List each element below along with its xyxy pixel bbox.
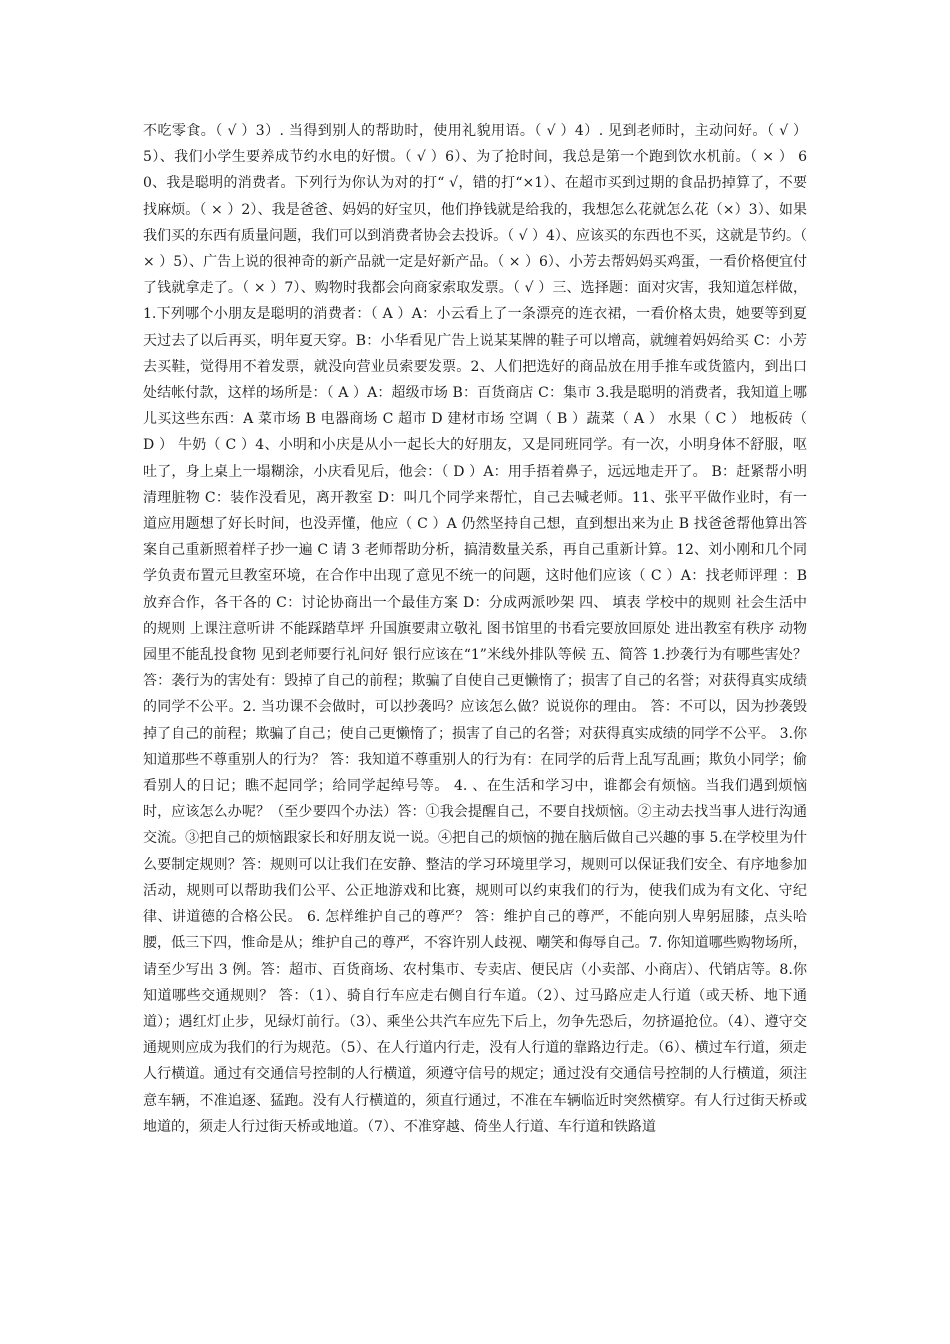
document-page [143,118,807,1140]
document-body-text: 不吃零食。（ √ ）3）. 当得到别人的帮助时，使用礼貌用语。（ √ ）4）. 见到老师时，主动问好。（ √ ）5）、我们小学生要养成节约水电的好惯。（ √ ）6）、为了抢时间，我总是第一个跑到饮水机前。（ × ） 60、我是聪明的消费者。下列行为你认为对的打“ √，错的打“×1）、在超市买到过期的食品扔掉算了，不要找麻烦。（ × ）2）、我是爸爸、妈妈的好宝贝，他们挣钱就是给我的，我想怎么花就怎么花（×）3）、如果我们买的东西有质量问题，我们可以到消费者协会去投诉。（ √ ）4）、应该买的东西也不买，这就是节约。（ × ）5）、广告上说的很神奇的新产品就一定是好新产品。（ × ）6）、小芳去帮妈妈买鸡蛋，一看价格便宜付了钱就拿走了。（ × ）7）、购物时我都会向商家索取发票。（ √ ）三、选择题：面对灾害，我知道怎样做，1.下列哪个小朋友是聪明的消费者：（ A ）A：小云看上了一条漂亮的连衣裙，一看价格太贵，她要等到夏天过去了以后再买，明年夏天穿。B：小华看见广告上说某某牌的鞋子可以增高，就缠着妈妈给买 C：小芳去买鞋，觉得用不着发票，就没向营业员索要发票。2、人们把选好的商品放在用手推车或货篮内，到出口处结帐付款，这样的场所是：（ A ）A：超级市场 B：百货商店 C：集市 3.我是聪明的消费者，我知道上哪儿买这些东西：A 菜市场 B 电器商场 C 超市 D 建材市场 空调（ B ）蔬菜（ A ） 水果（ C ） 地板砖（ D ） 牛奶（ C ）4、小明和小庆是从小一起长大的好朋友，又是同班同学。有一次，小明身体不舒服，呕吐了，身上桌上一塌糊涂，小庆看见后，他会：（ D ）A：用手捂着鼻子，远远地走开了。 B：赶紧帮小明清理脏物 C：装作没看见，离开教室 D：叫几个同学来帮忙，自己去喊老师。11、张平平做作业时，有一道应用题想了好长时间，也没弄懂，他应（ C ）A 仍然坚持自己想，直到想出来为止 B 找爸爸帮他算出答案自己重新照着样子抄一遍 C 请 3 老师帮助分析，搞清数量关系，再自己重新计算。12、刘小刚和几个同学负责布置元旦教室环境，在合作中出现了意见不统一的问题，这时他们应该（ C ）A：找老师评理 ：B 放弃合作，各干各的 C：讨论协商出一个最佳方案 D：分成两派吵架 四、 填表 学校中的规则 社会生活中的规则 上课注意听讲 不能踩踏草坪 升国旗要肃立敬礼 图书馆里的书看完要放回原处 进出教室有秩序 动物园里不能乱投食物 见到老师要行礼问好 银行应该在“1”米线外排队等候 五、简答 1.抄袭行为有哪些害处？ 答：袭行为的害处有：毁掉了自己的前程；欺骗了自使自己更懒惰了；损害了自己的名誉；对获得真实成绩的同学不公平。2. 当功课不会做时，可以抄袭吗？应该怎么做？说说你的理由。 答：不可以，因为抄袭毁掉了自己的前程；欺骗了自己；使自己更懒惰了；损害了自己的名誉；对获得真实成绩的同学不公平。 3.你知道那些不尊重别人的行为？ 答：我知道不尊重别人的行为有：在同学的后背上乱写乱画；欺负小同学；偷看别人的日记；瞧不起同学；给同学起绰号等。 4. 、在生活和学习中，谁都会有烦恼。当我们遇到烦恼时，应该怎么办呢？（至少要四个办法）答：①我会提醒自己，不要自找烦恼。②主动去找当事人进行沟通交流。③把自己的烦恼跟家长和好朋友说一说。④把自己的烦恼的抛在脑后做自己兴趣的事 5.在学校里为什么要制定规则？答：规则可以让我们在安静、整洁的学习环境里学习，规则可以保证我们安全、有序地参加活动，规则可以帮助我们公平、公正地游戏和比赛，规则可以约束我们的行为，使我们成为有文化、守纪律、讲道德的合格公民。 6. 怎样维护自己的尊严？ 答：维护自己的尊严，不能向别人卑躬屈膝，点头哈腰，低三下四，惟命是从；维护自己的尊严，不容许别人歧视、嘲笑和侮辱自己。7. 你知道哪些购物场所，请至少写出 3 例。答：超市、百货商场、农村集市、专卖店、便民店（小卖部、小商店）、代销店等。8.你知道哪些交通规则？ 答：（1）、骑自行车应走右侧自行车道。（2）、过马路应走人行道（或天桥、地下通道）；遇红灯止步，见绿灯前行。（3）、乘坐公共汽车应先下后上，勿争先恐后，勿挤逼抢位。（4）、遵守交通规则应成为我们的行为规范。（5）、在人行道内行走，没有人行道的靠路边行走。（6）、横过车行道，须走人行横道。通过有交通信号控制的人行横道，须遵守信号的规定；通过没有交通信号控制的人行横道，须注意车辆，不准追逐、猛跑。没有人行横道的，须直行通过，不准在车辆临近时突然横穿。有人行过街天桥或地道的，须走人行过街天桥或地道。（7）、不准穿越、倚坐人行道、车行道和铁路道 [143,123,807,1135]
